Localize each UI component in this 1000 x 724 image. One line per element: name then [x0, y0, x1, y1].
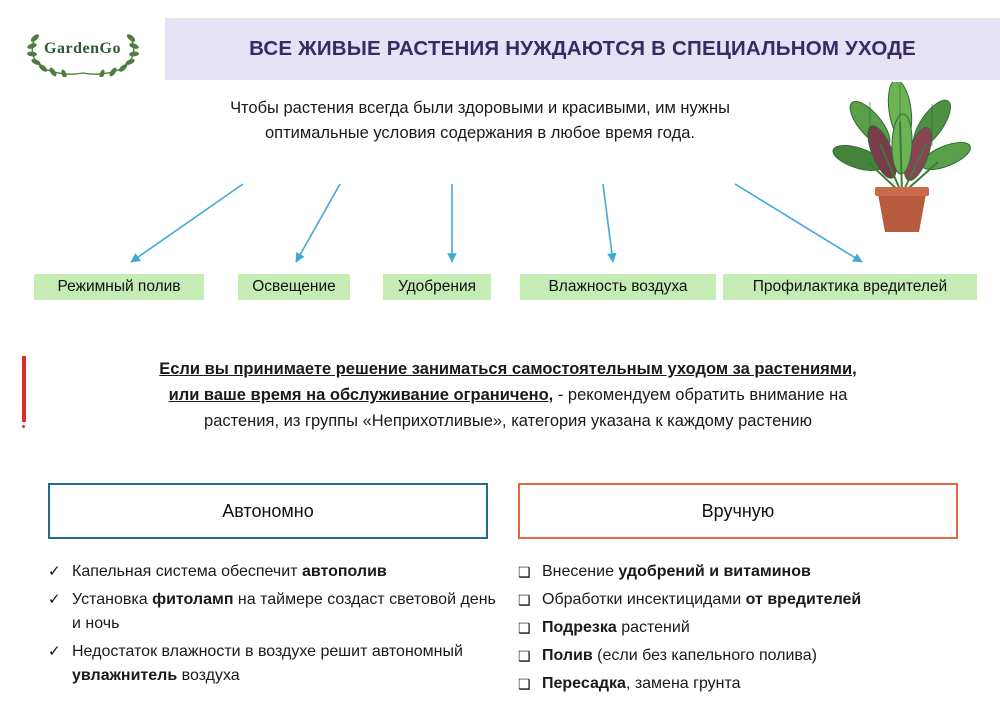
intro-paragraph	[150, 96, 810, 146]
intro-line-2: оптимальные условия содержания в любое время года.	[264, 124, 696, 142]
list-item	[48, 560, 498, 584]
checkbox-icon: ❑	[518, 648, 531, 664]
quote-line-1	[48, 356, 968, 382]
box-autonomous	[48, 483, 488, 539]
list-item	[518, 616, 978, 640]
page-title: ВСЕ ЖИВЫЕ РАСТЕНИЯ НУЖДАЮТСЯ В СПЕЦИАЛЬНОМ УХОДЕ	[249, 37, 916, 60]
checkbox-icon: ❑	[518, 592, 531, 608]
quote-accent-bar	[22, 356, 26, 422]
list-item-text: Полив (если без капельного полива)	[542, 647, 817, 664]
quote-rest-2: - рекомендуем обратить внимание на	[553, 386, 848, 404]
list-item	[48, 588, 498, 636]
list-item-text: Пересадка, замена грунта	[542, 675, 741, 692]
list-manual	[518, 560, 978, 700]
quote-bold-1: Если вы принимаете решение заниматься самостоятельным уходом за растениями,	[159, 360, 857, 378]
checkbox-icon: ❑	[518, 620, 531, 636]
intro-line-1: Чтобы растения всегда были здоровыми и красивыми, им нужны	[230, 99, 730, 117]
list-item	[48, 640, 498, 688]
box-manual	[518, 483, 958, 539]
list-item	[518, 672, 978, 696]
list-item	[518, 644, 978, 668]
list-item-text: Обработки инсектицидами от вредителей	[542, 591, 862, 608]
list-item	[518, 560, 978, 584]
list-item-text: Капельная система обеспечит автополив	[72, 563, 387, 580]
list-item-text: Внесение удобрений и витаминов	[542, 563, 811, 580]
list-item-text: Подрезка растений	[542, 619, 690, 636]
tag-item: Профилактика вредителей	[723, 274, 977, 300]
check-icon: ✓	[48, 563, 61, 580]
header-title-bar	[165, 18, 1000, 80]
quote-bold-2: или ваше время на обслуживание ограничено,	[168, 386, 554, 404]
tag-item: Режимный полив	[34, 274, 204, 300]
tag-row	[0, 274, 1000, 300]
checkbox-icon: ❑	[518, 564, 531, 580]
list-item-text: Недостаток влажности в воздухе решит автономный увлажнитель воздуха	[72, 643, 463, 684]
arrow-1	[131, 184, 243, 262]
logo-text: GardenGo	[44, 40, 121, 57]
list-item	[518, 588, 978, 612]
quote-accent-dot	[22, 425, 25, 428]
list-autonomous	[48, 560, 498, 692]
potted-plant-image	[820, 82, 985, 247]
checkbox-icon: ❑	[518, 676, 531, 692]
list-item-text: Установка фитоламп на таймере создаст световой день и ночь	[72, 591, 496, 632]
tag-item: Влажность воздуха	[520, 274, 716, 300]
check-icon: ✓	[48, 591, 61, 608]
box-autonomous-label: Автономно	[222, 500, 314, 521]
box-manual-label: Вручную	[701, 500, 775, 521]
tag-item: Удобрения	[383, 274, 491, 300]
page-header	[0, 18, 1000, 80]
arrow-4	[603, 184, 613, 262]
check-icon: ✓	[48, 643, 61, 660]
quote-line-3: растения, из группы «Неприхотливые», категория указана к каждому растению	[204, 412, 812, 430]
quote-line-2	[48, 382, 968, 408]
arrow-2	[296, 184, 340, 262]
quote-block	[48, 356, 968, 434]
tag-item: Освещение	[238, 274, 350, 300]
logo	[0, 18, 165, 80]
